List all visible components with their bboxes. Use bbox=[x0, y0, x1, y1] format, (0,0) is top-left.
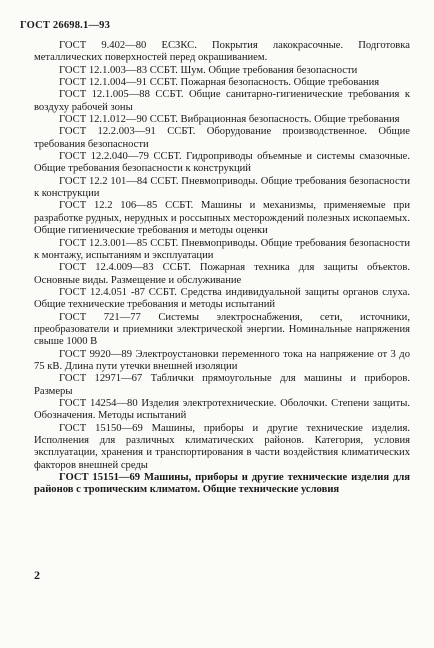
list-item: ГОСТ 12.2 106—85 ССБТ. Машины и механизмы, применяемые при разработке рудных, нерудных и россыпных месторождений полезных ископаемых. Общие гигиенические требования и методы оценки bbox=[34, 200, 410, 237]
list-item: ГОСТ 721—77 Системы электроснабжения, сети, источники, преобразователи и приемники электрической энергии. Номинальные напряжения свыше 1000 В bbox=[34, 311, 410, 348]
list-item: ГОСТ 12.3.001—85 ССБТ. Пневмоприводы. Общие требования безопасности к монтажу, испытаниям и эксплуатации bbox=[34, 237, 410, 261]
document-header: ГОСТ 26698.1—93 bbox=[20, 20, 111, 31]
references-list bbox=[34, 40, 410, 497]
list-item: ГОСТ 12.4.009—83 ССБТ. Пожарная техника для защиты объектов. Основные виды. Размещение и обслуживание bbox=[34, 262, 410, 286]
list-item: ГОСТ 12.1.004—91 ССБТ. Пожарная безопасность. Общие требования bbox=[59, 77, 380, 89]
page-number: 2 bbox=[34, 568, 40, 582]
list-item: ГОСТ 9.402—80 ЕСЗКС. Покрытия лакокрасочные. Подготовка металлических поверхностей перед окрашиванием. bbox=[34, 40, 410, 64]
list-item: ГОСТ 12.2 101—84 ССБТ. Пневмоприводы. Общие требования безопасности к конструкции bbox=[34, 175, 410, 200]
list-item: ГОСТ 15150—69 Машины, приборы и другие технические изделия. Исполнения для различных климатических районов. Категория, условия эксплуатации, хранения и транспортирования в части воздействия климатических факторов внешней среды bbox=[34, 422, 410, 471]
list-item: ГОСТ 12.2.040—79 ССБТ. Гидроприводы объемные и системы смазочные. Общие требования безопасности к конструкций bbox=[34, 151, 410, 175]
list-item: ГОСТ 12.4.051 -87 ССБТ. Средства индивидуальной защиты органов слуха. Общие технические требования и методы испытаний bbox=[34, 286, 410, 311]
list-item: ГОСТ 12.1.012—90 ССБТ. Вибрационная безопасность. Общие требования bbox=[59, 114, 400, 126]
list-item: ГОСТ 14254—80 Изделия электротехнические. Оболочки. Степени защиты. Обозначения. Методы испытаний bbox=[34, 397, 410, 422]
list-item: ГОСТ 9920—89 Электроустановки переменного тока на напряжение от 3 до 75 кВ. Длина пути утечки внешней изоляции bbox=[34, 348, 410, 372]
list-item: ГОСТ 12.1.003—83 ССБТ. Шум. Общие требования безопасности bbox=[59, 64, 358, 76]
list-item: ГОСТ 12971—67 Таблички прямоугольные для машины и приборов. Размеры bbox=[34, 373, 410, 397]
list-item: ГОСТ 12.1.005—88 ССБТ. Общие санитарно-гигиенические требования к воздуху рабочей зоны bbox=[34, 89, 410, 113]
list-item: ГОСТ 12.2.003—91 ССБТ. Оборудование производственное. Общие требования безопасности bbox=[34, 126, 410, 150]
list-item: ГОСТ 15151—69 Машины, приборы и другие технические изделия для районов с тропическим климатом. Общие технические условия bbox=[34, 472, 410, 496]
